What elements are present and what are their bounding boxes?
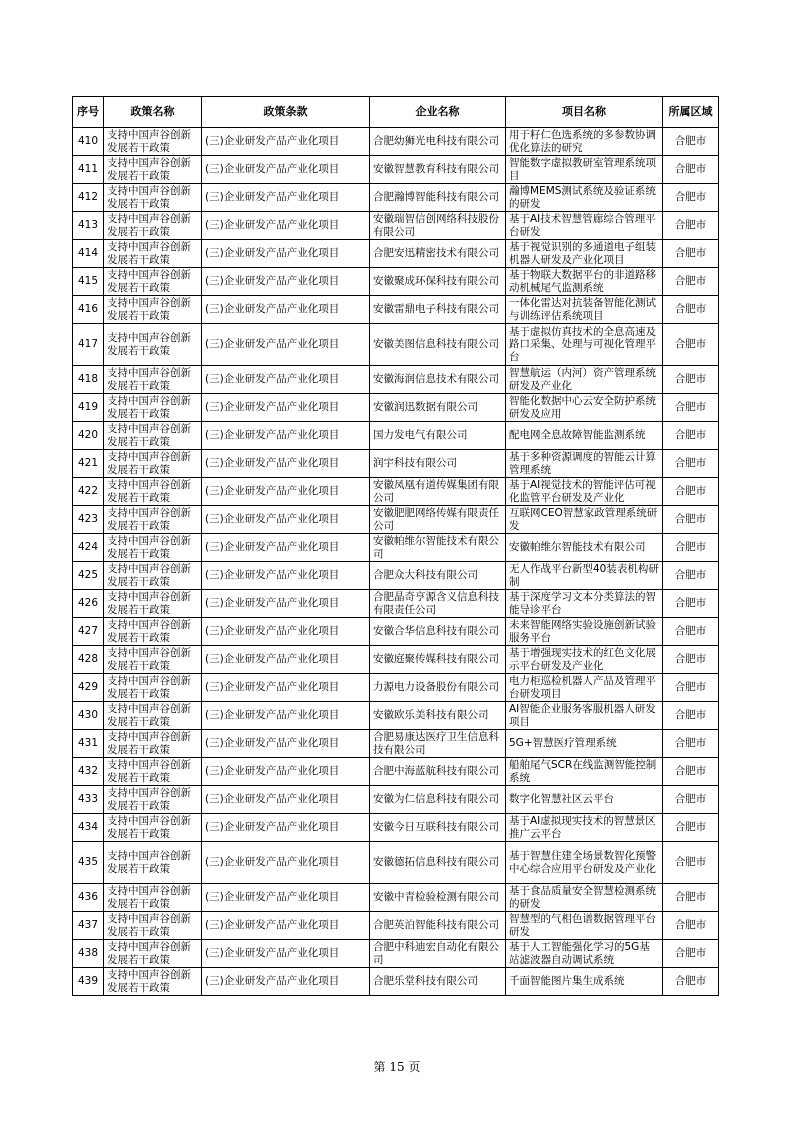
cell-project: 无人作战平台新型40装表机构研制 [506,562,663,590]
cell-policy: 支持中国声谷创新发展若干政策 [104,128,202,156]
cell-region: 合肥市 [663,940,719,968]
cell-project: 智慧型的气相色谱数据管理平台研发 [506,912,663,940]
cell-clause: (三)企业研发产品产业化项目 [202,730,370,758]
cell-policy: 支持中国声谷创新发展若干政策 [104,212,202,240]
cell-clause: (三)企业研发产品产业化项目 [202,156,370,184]
cell-clause: (三)企业研发产品产业化项目 [202,590,370,618]
table-row [73,702,719,730]
cell-policy: 支持中国声谷创新发展若干政策 [104,786,202,814]
header-policy: 政策名称 [104,97,202,128]
cell-no: 410 [73,128,104,156]
cell-company: 合肥乐堂科技有限公司 [370,968,506,996]
cell-no: 433 [73,786,104,814]
table-row [73,590,719,618]
cell-company: 安徽合华信息科技有限公司 [370,618,506,646]
table-row [73,240,719,268]
cell-project: 千面智能图片集生成系统 [506,968,663,996]
cell-project: 基于增强现实技术的红色文化展示平台研发及产业化 [506,646,663,674]
cell-policy: 支持中国声谷创新发展若干政策 [104,450,202,478]
cell-project: 基于虚拟仿真技术的全息高速及路口采集、处理与可视化管理平台 [506,324,663,366]
cell-clause: (三)企业研发产品产业化项目 [202,562,370,590]
cell-clause: (三)企业研发产品产业化项目 [202,366,370,394]
cell-policy: 支持中国声谷创新发展若干政策 [104,324,202,366]
cell-policy: 支持中国声谷创新发展若干政策 [104,240,202,268]
cell-no: 424 [73,534,104,562]
cell-company: 润宇科技有限公司 [370,450,506,478]
cell-region: 合肥市 [663,884,719,912]
table-row [73,786,719,814]
cell-region: 合肥市 [663,184,719,212]
cell-policy: 支持中国声谷创新发展若干政策 [104,156,202,184]
cell-project: 智能化数据中心云安全防护系统研发及应用 [506,394,663,422]
cell-company: 安徽今日互联科技有限公司 [370,814,506,842]
cell-project: 基于物联大数据平台的非道路移动机械尾气监测系统 [506,268,663,296]
cell-clause: (三)企业研发产品产业化项目 [202,394,370,422]
cell-company: 安徽聚成环保科技有限公司 [370,268,506,296]
cell-company: 安徽中青检验检测有限公司 [370,884,506,912]
cell-no: 417 [73,324,104,366]
header-region: 所属区域 [663,97,719,128]
table-row [73,506,719,534]
cell-policy: 支持中国声谷创新发展若干政策 [104,422,202,450]
cell-company: 力源电力设备股份有限公司 [370,674,506,702]
cell-clause: (三)企业研发产品产业化项目 [202,240,370,268]
cell-no: 422 [73,478,104,506]
header-company: 企业名称 [370,97,506,128]
cell-project: 互联网CEO智慧家政管理系统研发 [506,506,663,534]
table-row [73,128,719,156]
cell-company: 安徽欧乐美科技有限公司 [370,702,506,730]
cell-no: 427 [73,618,104,646]
cell-project: 电力柜巡检机器人产品及管理平台研发项目 [506,674,663,702]
cell-policy: 支持中国声谷创新发展若干政策 [104,478,202,506]
cell-no: 434 [73,814,104,842]
cell-company: 安徽为仁信息科技有限公司 [370,786,506,814]
cell-policy: 支持中国声谷创新发展若干政策 [104,674,202,702]
cell-company: 合肥中科迪宏自动化有限公司 [370,940,506,968]
cell-clause: (三)企业研发产品产业化项目 [202,884,370,912]
cell-policy: 支持中国声谷创新发展若干政策 [104,758,202,786]
cell-region: 合肥市 [663,422,719,450]
cell-region: 合肥市 [663,912,719,940]
cell-project: 一体化雷达对抗装备智能化测试与训练评估系统项目 [506,296,663,324]
cell-policy: 支持中国声谷创新发展若干政策 [104,590,202,618]
cell-region: 合肥市 [663,534,719,562]
cell-policy: 支持中国声谷创新发展若干政策 [104,506,202,534]
policy-table [72,96,719,996]
cell-company: 国力发电气有限公司 [370,422,506,450]
table-row [73,422,719,450]
header-clause: 政策条款 [202,97,370,128]
table-row [73,912,719,940]
cell-policy: 支持中国声谷创新发展若干政策 [104,842,202,884]
table-header-row [73,97,719,128]
cell-clause: (三)企业研发产品产业化项目 [202,814,370,842]
cell-no: 430 [73,702,104,730]
table-row [73,366,719,394]
cell-company: 合肥中海蓝航科技有限公司 [370,758,506,786]
cell-region: 合肥市 [663,646,719,674]
cell-no: 413 [73,212,104,240]
cell-clause: (三)企业研发产品产业化项目 [202,212,370,240]
cell-company: 安徽德拓信息科技有限公司 [370,842,506,884]
cell-no: 436 [73,884,104,912]
cell-clause: (三)企业研发产品产业化项目 [202,758,370,786]
cell-region: 合肥市 [663,156,719,184]
cell-clause: (三)企业研发产品产业化项目 [202,646,370,674]
cell-project: 瀚博MEMS测试系统及验证系统的研发 [506,184,663,212]
cell-clause: (三)企业研发产品产业化项目 [202,506,370,534]
cell-policy: 支持中国声谷创新发展若干政策 [104,184,202,212]
cell-company: 合肥晶奇亨源含义信息科技有限责任公司 [370,590,506,618]
cell-no: 437 [73,912,104,940]
cell-project: 基于视觉识别的多通道电子组装机器人研发及产业化项目 [506,240,663,268]
cell-company: 合肥幼狮光电科技有限公司 [370,128,506,156]
cell-policy: 支持中国声谷创新发展若干政策 [104,646,202,674]
cell-no: 411 [73,156,104,184]
cell-clause: (三)企业研发产品产业化项目 [202,478,370,506]
table-row [73,324,719,366]
header-no: 序号 [73,97,104,128]
cell-no: 432 [73,758,104,786]
table-row [73,450,719,478]
cell-clause: (三)企业研发产品产业化项目 [202,324,370,366]
cell-region: 合肥市 [663,240,719,268]
cell-region: 合肥市 [663,450,719,478]
cell-company: 安徽帕维尔智能技术有限公司 [370,534,506,562]
cell-region: 合肥市 [663,268,719,296]
table-row [73,562,719,590]
cell-clause: (三)企业研发产品产业化项目 [202,968,370,996]
cell-policy: 支持中国声谷创新发展若干政策 [104,730,202,758]
cell-no: 418 [73,366,104,394]
page-number: 第 15 页 [373,1060,421,1074]
cell-no: 416 [73,296,104,324]
cell-project: 基于食品质量安全智慧检测系统的研发 [506,884,663,912]
cell-policy: 支持中国声谷创新发展若干政策 [104,366,202,394]
cell-region: 合肥市 [663,506,719,534]
cell-policy: 支持中国声谷创新发展若干政策 [104,534,202,562]
cell-no: 431 [73,730,104,758]
cell-project: 船舶尾气SCR在线监测智能控制系统 [506,758,663,786]
table-row [73,296,719,324]
cell-project: 基于人工智能强化学习的5G基站滤波器自动调试系统 [506,940,663,968]
table-row [73,268,719,296]
cell-clause: (三)企业研发产品产业化项目 [202,296,370,324]
cell-company: 安徽润迅数据有限公司 [370,394,506,422]
cell-clause: (三)企业研发产品产业化项目 [202,422,370,450]
cell-project: 智能数字虚拟教研室管理系统项目 [506,156,663,184]
cell-clause: (三)企业研发产品产业化项目 [202,702,370,730]
cell-policy: 支持中国声谷创新发展若干政策 [104,814,202,842]
cell-project: 基于深度学习文本分类算法的智能导诊平台 [506,590,663,618]
cell-clause: (三)企业研发产品产业化项目 [202,674,370,702]
table-row [73,394,719,422]
cell-project: 配电网全息故障智能监测系统 [506,422,663,450]
cell-policy: 支持中国声谷创新发展若干政策 [104,968,202,996]
table-row [73,156,719,184]
cell-company: 安徽凤凰有道传媒集团有限公司 [370,478,506,506]
cell-clause: (三)企业研发产品产业化项目 [202,786,370,814]
cell-project: 基于AI虚拟现实技术的智慧景区推广云平台 [506,814,663,842]
cell-project: 基于AI视觉技术的智能评估可视化监管平台研发及产业化 [506,478,663,506]
cell-company: 安徽美图信息科技有限公司 [370,324,506,366]
table-row [73,534,719,562]
cell-clause: (三)企业研发产品产业化项目 [202,618,370,646]
cell-region: 合肥市 [663,296,719,324]
cell-company: 合肥安迅精密技术有限公司 [370,240,506,268]
cell-region: 合肥市 [663,674,719,702]
cell-project: 5G+智慧医疗管理系统 [506,730,663,758]
table-row [73,758,719,786]
cell-company: 安徽庭聚传媒科技有限公司 [370,646,506,674]
table-row [73,212,719,240]
header-project: 项目名称 [506,97,663,128]
cell-policy: 支持中国声谷创新发展若干政策 [104,940,202,968]
cell-company: 合肥易康达医疗卫生信息科技有限公司 [370,730,506,758]
cell-company: 安徽肥肥网络传媒有限责任公司 [370,506,506,534]
table-row [73,814,719,842]
cell-clause: (三)企业研发产品产业化项目 [202,842,370,884]
cell-region: 合肥市 [663,324,719,366]
cell-no: 421 [73,450,104,478]
cell-project: 基于多种资源调度的智能云计算管理系统 [506,450,663,478]
table-row [73,730,719,758]
cell-clause: (三)企业研发产品产业化项目 [202,268,370,296]
cell-no: 420 [73,422,104,450]
cell-company: 安徽海润信息技术有限公司 [370,366,506,394]
cell-region: 合肥市 [663,366,719,394]
cell-region: 合肥市 [663,758,719,786]
table-row [73,478,719,506]
table-row [73,674,719,702]
cell-region: 合肥市 [663,618,719,646]
table-row [73,184,719,212]
cell-project: 用于籽仁色选系统的多参数协调优化算法的研究 [506,128,663,156]
cell-clause: (三)企业研发产品产业化项目 [202,912,370,940]
cell-clause: (三)企业研发产品产业化项目 [202,534,370,562]
cell-company: 安徽雷鼎电子科技有限公司 [370,296,506,324]
cell-company: 安徽瑞智信创网络科技股份有限公司 [370,212,506,240]
cell-no: 425 [73,562,104,590]
table-row [73,884,719,912]
cell-clause: (三)企业研发产品产业化项目 [202,184,370,212]
cell-policy: 支持中国声谷创新发展若干政策 [104,268,202,296]
cell-policy: 支持中国声谷创新发展若干政策 [104,702,202,730]
cell-clause: (三)企业研发产品产业化项目 [202,450,370,478]
cell-region: 合肥市 [663,702,719,730]
cell-region: 合肥市 [663,968,719,996]
table-row [73,940,719,968]
cell-region: 合肥市 [663,786,719,814]
cell-no: 415 [73,268,104,296]
cell-project: AI智能企业服务客服机器人研发项目 [506,702,663,730]
table-row [73,968,719,996]
cell-project: 安徽帕维尔智能技术有限公司 [506,534,663,562]
cell-policy: 支持中国声谷创新发展若干政策 [104,912,202,940]
cell-region: 合肥市 [663,814,719,842]
cell-clause: (三)企业研发产品产业化项目 [202,940,370,968]
cell-company: 合肥瀚博智能科技有限公司 [370,184,506,212]
cell-region: 合肥市 [663,394,719,422]
cell-no: 414 [73,240,104,268]
cell-region: 合肥市 [663,478,719,506]
cell-no: 423 [73,506,104,534]
cell-region: 合肥市 [663,842,719,884]
cell-project: 未来智能网络实验设施创新试验服务平台 [506,618,663,646]
cell-policy: 支持中国声谷创新发展若干政策 [104,394,202,422]
cell-company: 合肥众大科技有限公司 [370,562,506,590]
cell-no: 435 [73,842,104,884]
cell-policy: 支持中国声谷创新发展若干政策 [104,884,202,912]
table-row [73,842,719,884]
table-row [73,646,719,674]
cell-region: 合肥市 [663,212,719,240]
cell-project: 基于AI技术智慧管廊综合管理平台研发 [506,212,663,240]
cell-no: 439 [73,968,104,996]
cell-no: 428 [73,646,104,674]
cell-no: 429 [73,674,104,702]
table-row [73,618,719,646]
cell-policy: 支持中国声谷创新发展若干政策 [104,296,202,324]
cell-company: 安徽智慧教育科技有限公司 [370,156,506,184]
cell-project: 数字化智慧社区云平台 [506,786,663,814]
cell-no: 438 [73,940,104,968]
cell-project: 基于智慧住建全场景数智化预警中心综合应用平台研发及产业化 [506,842,663,884]
cell-policy: 支持中国声谷创新发展若干政策 [104,562,202,590]
cell-region: 合肥市 [663,730,719,758]
cell-no: 419 [73,394,104,422]
cell-project: 智慧航运（内河）资产管理系统研发及产业化 [506,366,663,394]
cell-clause: (三)企业研发产品产业化项目 [202,128,370,156]
cell-region: 合肥市 [663,590,719,618]
cell-company: 合肥英泊智能科技有限公司 [370,912,506,940]
cell-policy: 支持中国声谷创新发展若干政策 [104,618,202,646]
cell-no: 412 [73,184,104,212]
cell-region: 合肥市 [663,128,719,156]
cell-no: 426 [73,590,104,618]
cell-region: 合肥市 [663,562,719,590]
